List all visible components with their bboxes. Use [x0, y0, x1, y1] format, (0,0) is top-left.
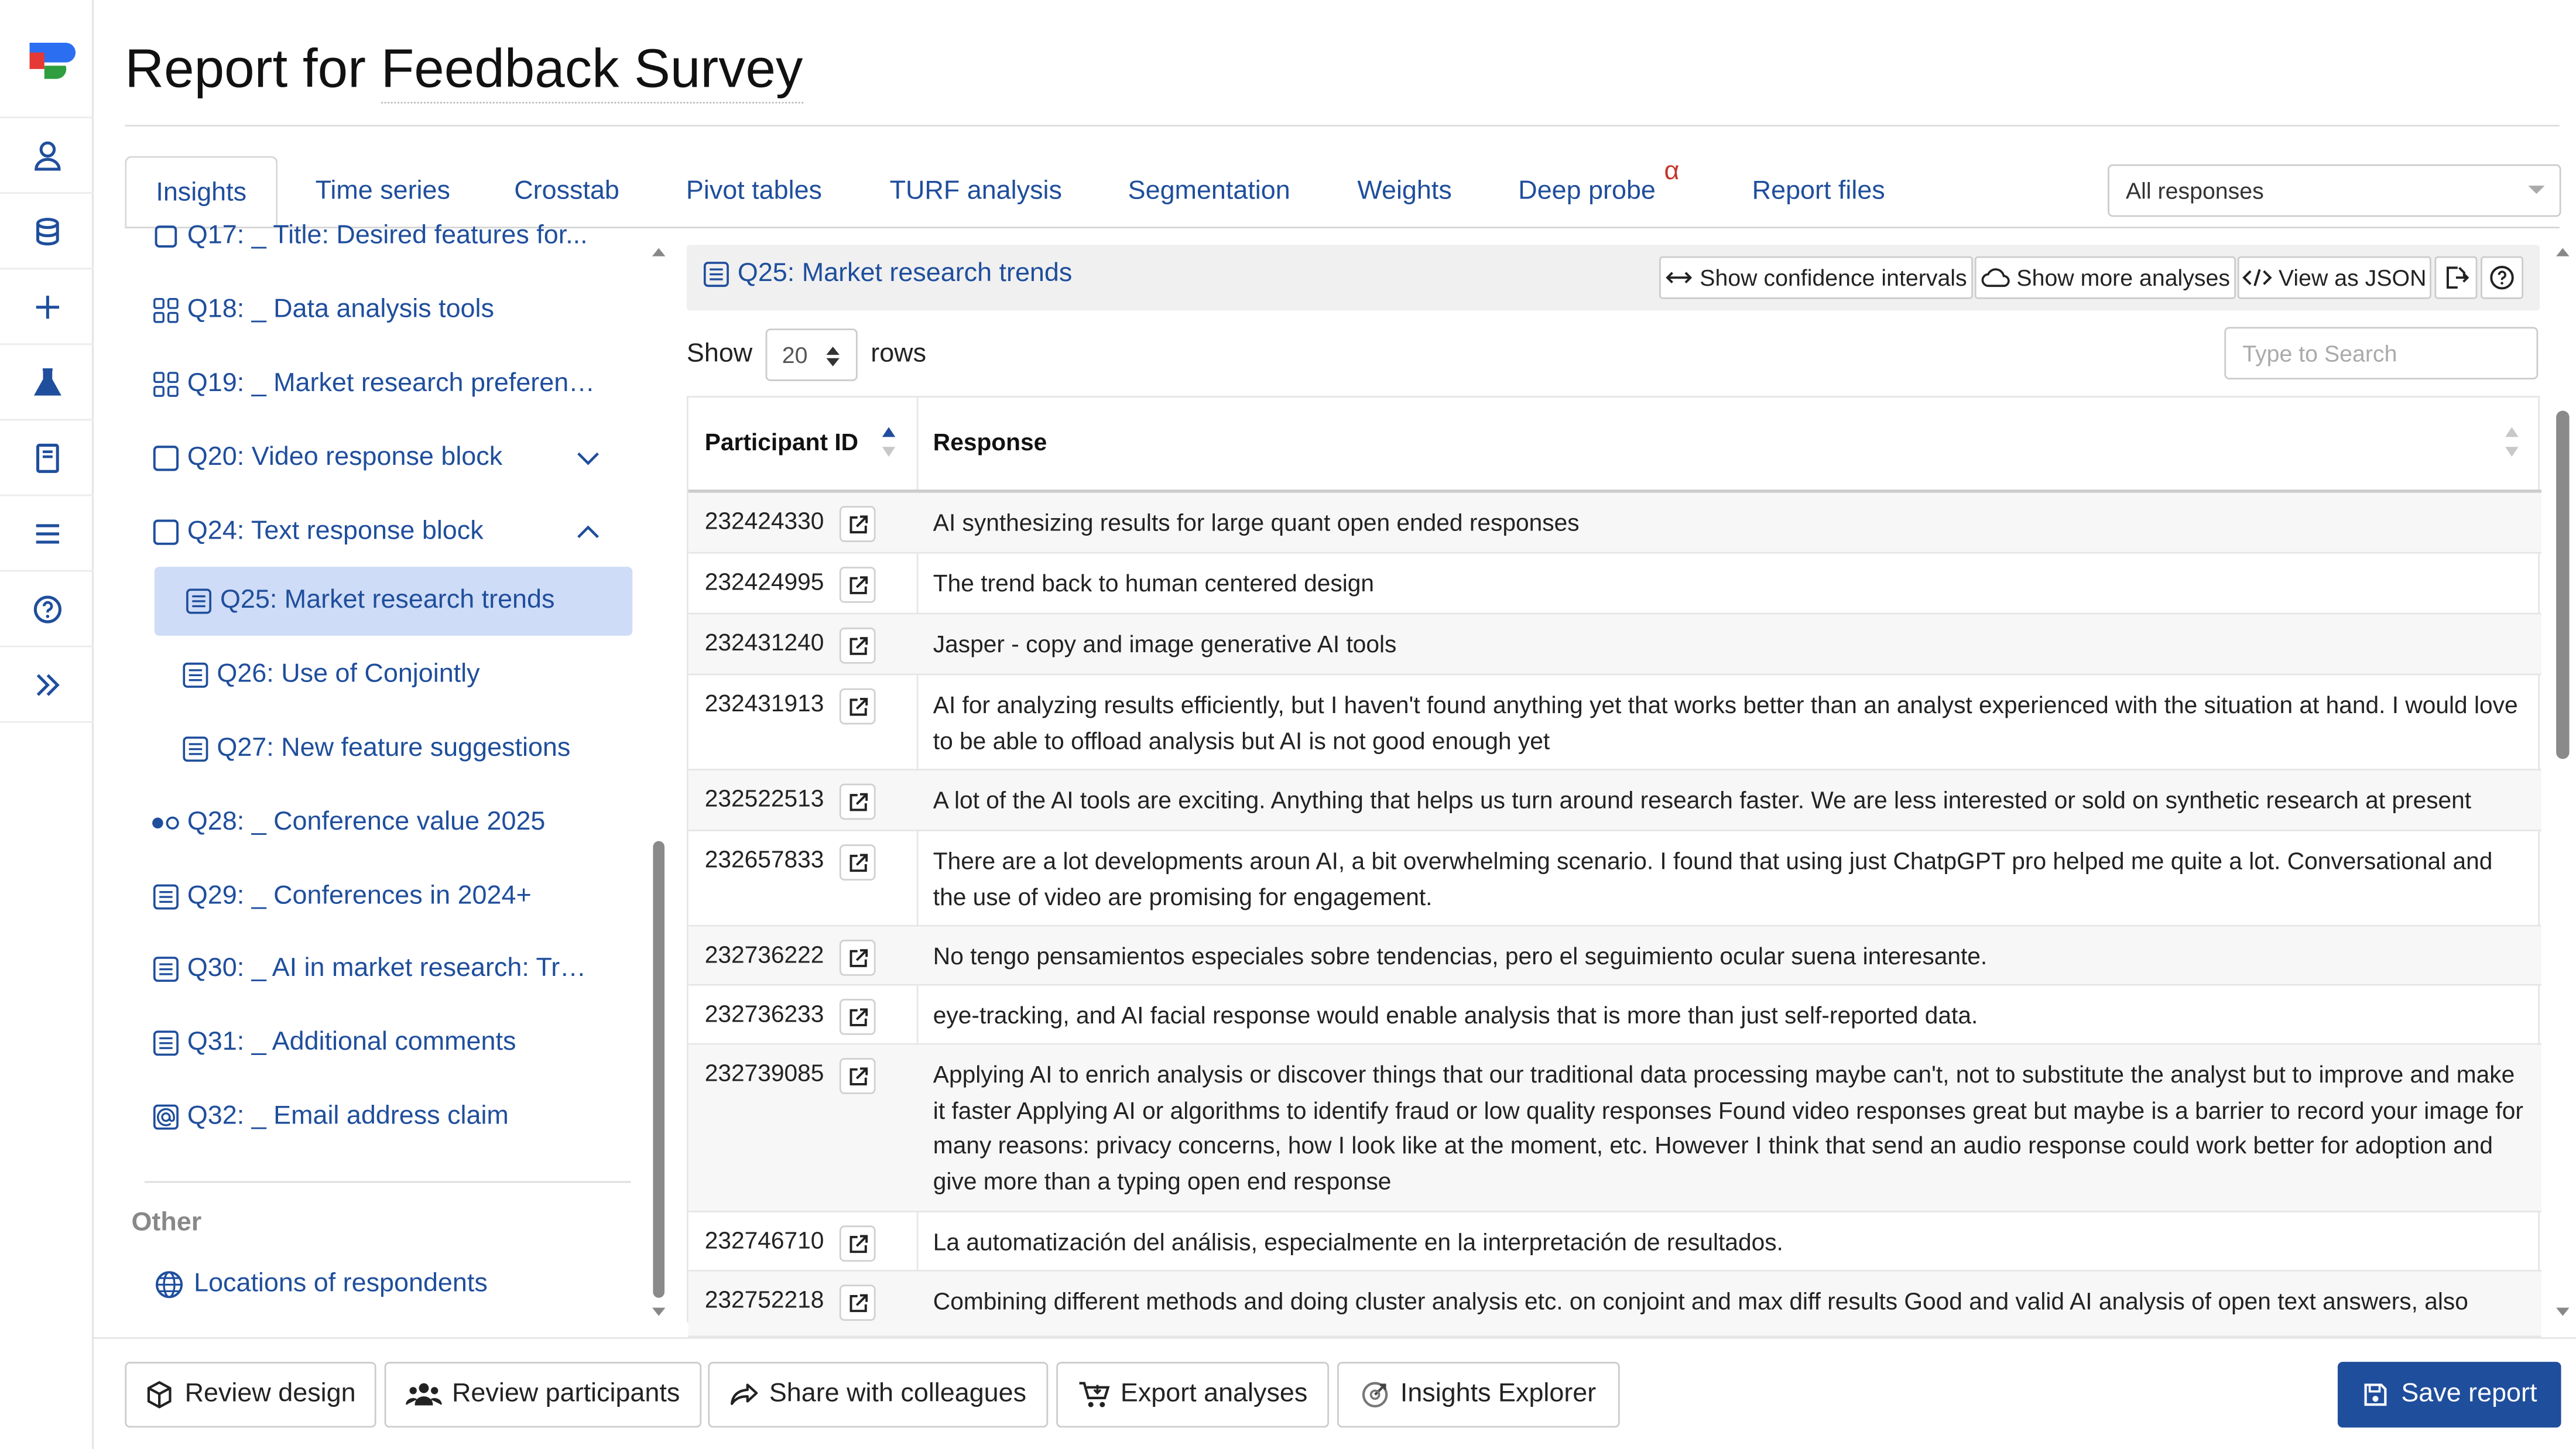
tree-item-label: Q18: _ Data analysis tools	[187, 296, 494, 324]
double-chevron-right-icon	[30, 668, 63, 701]
tree-item-label: Q17: _ Title: Desired features for...	[187, 221, 588, 250]
external-link-icon	[847, 1006, 868, 1027]
tree-scrollbar[interactable]	[649, 240, 669, 1324]
response-text: Combining different methods and doing cluster analysis etc. on conjoint and max diff results Good and valid AI analysis of open text answers, also	[933, 1289, 2468, 1316]
open-participant-button[interactable]	[840, 688, 876, 725]
table-row	[688, 493, 2541, 554]
response-text: Applying AI to enrich analysis or discover things that our traditional data processing maybe can't, not to substitute the analyst but to improve and make it faster Applying AI or algorithms to identify fraud or low quality responses Found video responses great but maybe is a barrier to record your image for many reasons: privacy concerns, how I look like at the moment, etc. However I think that send an audio response could work better for adoption and give more than a typing open end response	[933, 1063, 2523, 1197]
flask-icon	[30, 365, 63, 398]
save-report-button[interactable]	[2338, 1362, 2561, 1427]
tree-item-label: Q20: Video response block	[187, 443, 503, 472]
logo-icon	[14, 29, 80, 88]
tree-item-label: Q26: Use of Conjointly	[217, 660, 480, 688]
question-tree	[125, 221, 634, 1324]
tree-divider	[145, 1181, 631, 1183]
participant-id: 232746710	[704, 1228, 824, 1255]
main-scrollbar[interactable]	[2551, 240, 2574, 1324]
text-lines-icon	[703, 261, 729, 287]
chevron-down-icon	[2527, 184, 2547, 197]
user-icon	[30, 139, 63, 172]
left-rail	[0, 0, 94, 1449]
text-lines-icon	[151, 882, 181, 912]
tree-item-q31[interactable]	[151, 1010, 516, 1076]
open-participant-button[interactable]	[840, 999, 876, 1035]
text-lines-icon	[181, 660, 211, 690]
tab-segmentation[interactable]: Segmentation	[1128, 177, 1290, 205]
rail-menu[interactable]	[0, 496, 94, 571]
open-participant-button[interactable]	[840, 1284, 876, 1321]
tree-item-q29[interactable]	[151, 864, 532, 930]
external-link-icon	[847, 852, 868, 873]
open-participant-button[interactable]	[840, 1225, 876, 1262]
external-link-icon	[847, 1292, 868, 1313]
export-icon	[2443, 265, 2469, 291]
tree-item-q20[interactable]	[151, 426, 634, 491]
grid-icon	[151, 296, 181, 326]
rating-icon	[151, 809, 181, 838]
response-text: La automatización del análisis, especialmente en la interpretación de resultados.	[933, 1230, 1783, 1257]
review-participants-button[interactable]	[385, 1362, 702, 1427]
external-link-icon	[847, 1066, 868, 1087]
rail-user[interactable]	[0, 118, 94, 194]
rail-reports[interactable]	[0, 420, 94, 496]
rail-help[interactable]	[0, 571, 94, 647]
open-participant-button[interactable]	[840, 783, 876, 820]
view-as-json-label: View as JSON	[2278, 264, 2427, 291]
participant-id: 232736222	[704, 943, 824, 970]
participant-id: 232522513	[704, 787, 824, 813]
table-row	[688, 675, 2541, 770]
help-icon	[30, 592, 63, 625]
responses-filter-value: All responses	[2125, 177, 2264, 204]
checkbox-icon	[151, 444, 181, 474]
participant-id: 232431240	[704, 631, 824, 657]
other-section-label: Other	[131, 1209, 202, 1237]
table-row	[688, 1212, 2541, 1272]
tab-report-files[interactable]: Report files	[1752, 177, 1885, 205]
help-icon	[2489, 265, 2515, 291]
table-row	[688, 1272, 2541, 1337]
menu-icon	[30, 516, 63, 549]
header-divider	[125, 125, 2559, 126]
response-text: A lot of the AI tools are exciting. Anything that helps us turn around research faster. We are less interested or sold on synthetic research at present	[933, 788, 2472, 815]
tab-turf-analysis[interactable]: TURF analysis	[889, 177, 1062, 205]
response-text: eye-tracking, and AI facial response would enable analysis that is more than just self-reported data.	[933, 1003, 1978, 1030]
show-confidence-label: Show confidence intervals	[1700, 264, 1967, 291]
tree-item-label: Q27: New feature suggestions	[217, 734, 571, 762]
table-row	[688, 770, 2541, 831]
text-lines-icon	[181, 734, 211, 764]
question-title-text: Q25: Market research trends	[737, 259, 1073, 288]
locations-link[interactable]	[155, 1270, 488, 1300]
export-analyses-label: Export analyses	[1120, 1380, 1308, 1408]
tree-item-q17[interactable]	[151, 204, 587, 269]
response-text: Jasper - copy and image generative AI tools	[933, 632, 1397, 659]
external-link-icon	[847, 574, 868, 595]
tree-item-q19[interactable]	[151, 351, 595, 417]
tab-pivot-tables[interactable]: Pivot tables	[686, 177, 823, 205]
response-text: No tengo pensamientos especiales sobre tendencias, pero el seguimiento ocular suena interesante.	[933, 944, 1988, 971]
tree-item-q25[interactable]	[155, 567, 633, 636]
sort-arrows-icon	[825, 345, 841, 368]
text-lines-icon	[151, 954, 181, 984]
tab-time-series[interactable]: Time series	[315, 177, 450, 205]
globe-icon	[155, 1270, 184, 1300]
app-logo[interactable]	[0, 0, 94, 118]
table-row	[688, 927, 2541, 986]
open-participant-button[interactable]	[840, 567, 876, 603]
rows-per-page-select[interactable]	[766, 328, 858, 381]
checkbox-icon	[151, 222, 181, 252]
cube-icon	[145, 1380, 175, 1410]
at-icon	[151, 1102, 181, 1132]
open-participant-button[interactable]	[840, 506, 876, 542]
rows-per-page-control	[687, 328, 926, 381]
rail-expand[interactable]	[0, 648, 94, 723]
insights-explorer-label: Insights Explorer	[1400, 1380, 1597, 1408]
chevron-down-icon[interactable]	[575, 445, 601, 471]
tree-item-label: Q29: _ Conferences in 2024+	[187, 882, 532, 910]
view-as-json-button[interactable]	[2238, 256, 2431, 299]
footer-divider	[94, 1337, 2576, 1339]
explorer-icon	[1361, 1380, 1391, 1410]
tree-item-label: Q31: _ Additional comments	[187, 1028, 516, 1057]
rows-label: rows	[871, 340, 927, 368]
external-link-icon	[847, 1233, 868, 1254]
chevron-up-icon[interactable]	[575, 519, 601, 546]
table-row	[688, 1045, 2541, 1212]
share-with-colleagues-button[interactable]	[708, 1362, 1048, 1427]
database-icon	[30, 214, 63, 247]
response-text: AI for analyzing results efficiently, but I haven't found anything yet that works better than an analyst experienced with the situation at hand. I would love to be able to offload analysis but AI is not good enough yet	[933, 693, 2518, 755]
tab-crosstab[interactable]: Crosstab	[514, 177, 619, 205]
responses-table	[687, 396, 2540, 1323]
floppy-disk-icon	[2362, 1382, 2388, 1408]
question-title	[703, 259, 1072, 289]
tree-item-label: Q28: _ Conference value 2025	[187, 808, 546, 837]
external-link-icon	[847, 947, 868, 968]
text-lines-icon	[184, 587, 214, 616]
participant-id: 232736233	[704, 1002, 824, 1029]
tree-item-label: Q25: Market research trends	[220, 586, 555, 615]
show-more-analyses-button[interactable]	[1975, 256, 2236, 299]
rail-lab[interactable]	[0, 345, 94, 420]
tab-deep-probe[interactable]: Deep probe	[1518, 177, 1656, 205]
users-icon	[406, 1380, 442, 1410]
open-participant-button[interactable]	[840, 844, 876, 881]
response-text: AI synthesizing results for large quant open ended responses	[933, 511, 1580, 537]
participant-id: 232431913	[704, 691, 824, 718]
cart-icon	[1078, 1380, 1111, 1410]
table-row	[688, 986, 2541, 1045]
external-link-icon	[847, 696, 868, 717]
external-link-icon	[847, 635, 868, 656]
participant-id: 232657833	[704, 847, 824, 874]
tree-item-q30[interactable]	[151, 936, 586, 1002]
title-prefix: Report for	[125, 37, 366, 99]
share-label: Share with colleagues	[769, 1380, 1027, 1408]
share-icon	[729, 1382, 759, 1408]
sort-icon[interactable]	[2503, 424, 2520, 460]
book-icon	[30, 441, 63, 474]
tab-weights[interactable]: Weights	[1357, 177, 1452, 205]
review-design-label: Review design	[184, 1380, 356, 1408]
col-header-response[interactable]: Response	[933, 430, 1047, 457]
table-row	[688, 831, 2541, 927]
open-participant-button[interactable]	[840, 940, 876, 976]
tree-item-q24[interactable]	[151, 499, 634, 565]
plus-icon	[30, 290, 63, 323]
sort-ascending-icon[interactable]	[881, 424, 897, 460]
external-link-icon	[847, 513, 868, 535]
col-header-participant-id[interactable]: Participant ID	[704, 430, 859, 457]
save-report-label: Save report	[2401, 1380, 2537, 1408]
review-design-button[interactable]	[125, 1362, 376, 1427]
text-lines-icon	[151, 1029, 181, 1059]
question-help-button[interactable]	[2481, 256, 2523, 299]
code-icon	[2242, 268, 2272, 287]
show-more-analyses-label: Show more analyses	[2016, 264, 2231, 291]
open-participant-button[interactable]	[840, 628, 876, 664]
participant-id: 232739085	[704, 1061, 824, 1088]
grid-icon	[151, 369, 181, 399]
report-name[interactable]: Feedback Survey	[381, 38, 803, 104]
locations-label: Locations of respondents	[194, 1270, 488, 1298]
tree-item-label: Q30: _ AI in market research: Tr…	[187, 954, 587, 982]
tree-item-q26[interactable]	[181, 642, 480, 708]
responses-filter-select[interactable]	[2108, 165, 2561, 217]
tree-item-label: Q32: _ Email address claim	[187, 1102, 509, 1131]
open-participant-button[interactable]	[840, 1058, 876, 1094]
table-row	[688, 614, 2541, 675]
rail-database[interactable]	[0, 194, 94, 269]
participant-id: 232424330	[704, 509, 824, 536]
rail-add[interactable]	[0, 269, 94, 345]
tree-item-q18[interactable]	[151, 278, 494, 343]
tree-item-q28[interactable]	[151, 790, 545, 856]
participant-id: 232424995	[704, 570, 824, 597]
tree-item-label: Q19: _ Market research preferen…	[187, 369, 595, 398]
external-link-icon	[847, 791, 868, 812]
rows-per-page-value: 20	[782, 341, 808, 368]
response-text: The trend back to human centered design	[933, 571, 1374, 598]
response-text: There are a lot developments aroun AI, a bit overwhelming scenario. I found that using just ChatpGPT pro helped me quite a lot. Conversational and the use of video are promising for engagement.	[933, 849, 2493, 912]
tree-item-label: Q24: Text response block	[187, 517, 484, 546]
tab-insights[interactable]: Insights	[125, 156, 278, 228]
insights-explorer-button[interactable]	[1337, 1362, 1620, 1427]
tree-item-q32[interactable]	[151, 1084, 509, 1150]
table-search-input[interactable]	[2224, 327, 2538, 379]
arrows-horizontal-icon	[1665, 269, 1691, 286]
participant-id: 232752218	[704, 1287, 824, 1314]
show-confidence-button[interactable]	[1659, 256, 1973, 299]
tree-item-q27[interactable]	[181, 716, 571, 782]
page-title	[125, 33, 803, 105]
table-row	[688, 554, 2541, 615]
export-question-button[interactable]	[2434, 256, 2477, 299]
cloud-icon	[1981, 268, 2010, 287]
table-header	[688, 398, 2541, 493]
show-label: Show	[686, 340, 753, 368]
review-participants-label: Review participants	[452, 1380, 680, 1408]
checkbox-icon	[151, 518, 181, 547]
export-analyses-button[interactable]	[1056, 1362, 1329, 1427]
alpha-badge: α	[1664, 157, 1680, 186]
